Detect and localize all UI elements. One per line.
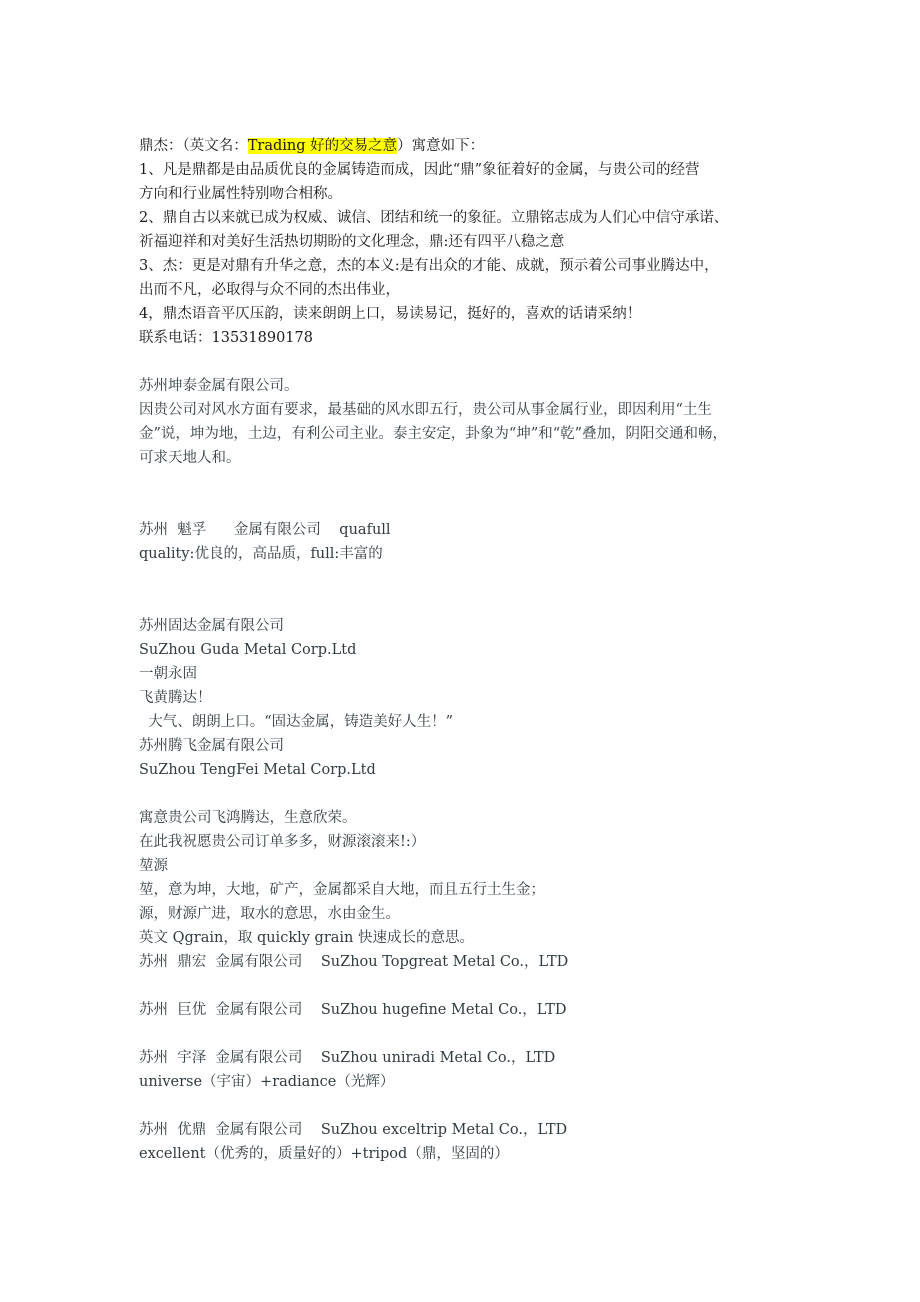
spacer — [139, 590, 799, 614]
guda-english-name: SuZhou Guda Metal Corp.Ltd — [139, 642, 357, 658]
dingjie-point-2-cont: 祈福迎祥和对美好生活热切期盼的文化理念，鼎:还有四平八稳之意 — [139, 234, 565, 250]
tengfei-english-name: SuZhou TengFei Metal Corp.Ltd — [139, 762, 376, 778]
guda-comment: 大气、朗朗上口。“固达金属，铸造美好人生！” — [139, 714, 454, 730]
dingjie-point-1-cont: 方向和行业属性特别吻合相称。 — [139, 186, 342, 202]
youding-explanation: excellent（优秀的，质量好的）+tripod（鼎，坚固的） — [139, 1146, 509, 1162]
kuntai-explanation-3: 可求天地人和。 — [139, 450, 241, 466]
kunyuan-english: 英文 Qgrain，取 quickly grain 快速成长的意思。 — [139, 930, 474, 946]
dinghong-company-name: 苏州 鼎宏 金属有限公司 SuZhou Topgreat Metal Co.，LTD — [139, 954, 569, 970]
dingjie-point-2: 2、鼎自古以来就已成为权威、诚信、团结和统一的象征。立鼎铭志成为人们心中信守承诺、 — [139, 210, 729, 226]
kuntai-explanation-1: 因贵公司对风水方面有要求，最基础的风水即五行，贵公司从事金属行业，即因利用“土生 — [139, 402, 712, 418]
dingjie-point-3-cont: 出而不凡，必取得与众不同的杰出伟业， — [139, 282, 400, 298]
spacer — [139, 1022, 799, 1046]
tengfei-meaning: 寓意贵公司飞鸿腾达，生意欣荣。 — [139, 810, 357, 826]
spacer — [139, 1094, 799, 1118]
kuntai-explanation-2: 金”说，坤为地，土边，有利公司主业。泰主安定，卦象为“坤”和“乾”叠加，阴阳交通和畅， — [139, 426, 728, 442]
kunyuan-name: 堃源 — [139, 858, 168, 874]
juyou-company-name: 苏州 巨优 金属有限公司 SuZhou hugefine Metal Co.，LTD — [139, 1002, 567, 1018]
kuifu-company-name: 苏州 魁孚 金属有限公司 quafull — [139, 522, 391, 538]
spacer — [139, 470, 799, 494]
yuze-explanation: universe（宇宙）+radiance（光辉） — [139, 1074, 395, 1090]
guda-slogan-2: 飞黄腾达！ — [139, 690, 212, 706]
dingjie-heading-line — [139, 134, 799, 158]
kuntai-company-name: 苏州坤泰金属有限公司。 — [139, 378, 299, 394]
dingjie-heading-suffix: ）寓意如下： — [397, 138, 485, 154]
dingjie-point-1: 1、凡是鼎都是由品质优良的金属铸造而成，因此“鼎”象征着好的金属，与贵公司的经营 — [139, 162, 700, 178]
guda-company-name: 苏州固达金属有限公司 — [139, 618, 284, 634]
spacer — [139, 566, 799, 590]
kunyuan-explanation-2: 源，财源广进，取水的意思，水由金生。 — [139, 906, 400, 922]
youding-company-name: 苏州 优鼎 金属有限公司 SuZhou exceltrip Metal Co.，LTD — [139, 1122, 568, 1138]
dingjie-point-3: 3、杰：更是对鼎有升华之意，杰的本义:是有出众的才能、成就，预示着公司事业腾达中， — [139, 258, 719, 274]
spacer — [139, 494, 799, 518]
document-body — [139, 134, 799, 1166]
yuze-company-name: 苏州 宇泽 金属有限公司 SuZhou uniradi Metal Co.，LTD — [139, 1050, 556, 1066]
contact-phone: 联系电话：13531890178 — [139, 330, 313, 346]
kunyuan-explanation-1: 堃，意为坤，大地，矿产，金属都采自大地，而且五行土生金； — [139, 882, 545, 898]
highlighted-english-name: Trading 好的交易之意 — [247, 138, 398, 154]
spacer — [139, 350, 799, 374]
dingjie-heading-prefix: 鼎杰：（英文名： — [139, 138, 248, 154]
guda-slogan-1: 一朝永固 — [139, 666, 197, 682]
spacer — [139, 782, 799, 806]
dingjie-point-4: 4，鼎杰语音平仄压韵，读来朗朗上口，易读易记，挺好的，喜欢的话请采纳！ — [139, 306, 642, 322]
tengfei-company-name: 苏州腾飞金属有限公司 — [139, 738, 284, 754]
kuifu-explanation: quality:优良的，高品质，full:丰富的 — [139, 546, 383, 562]
tengfei-wish: 在此我祝愿贵公司订单多多，财源滚滚来!:） — [139, 834, 426, 850]
spacer — [139, 974, 799, 998]
